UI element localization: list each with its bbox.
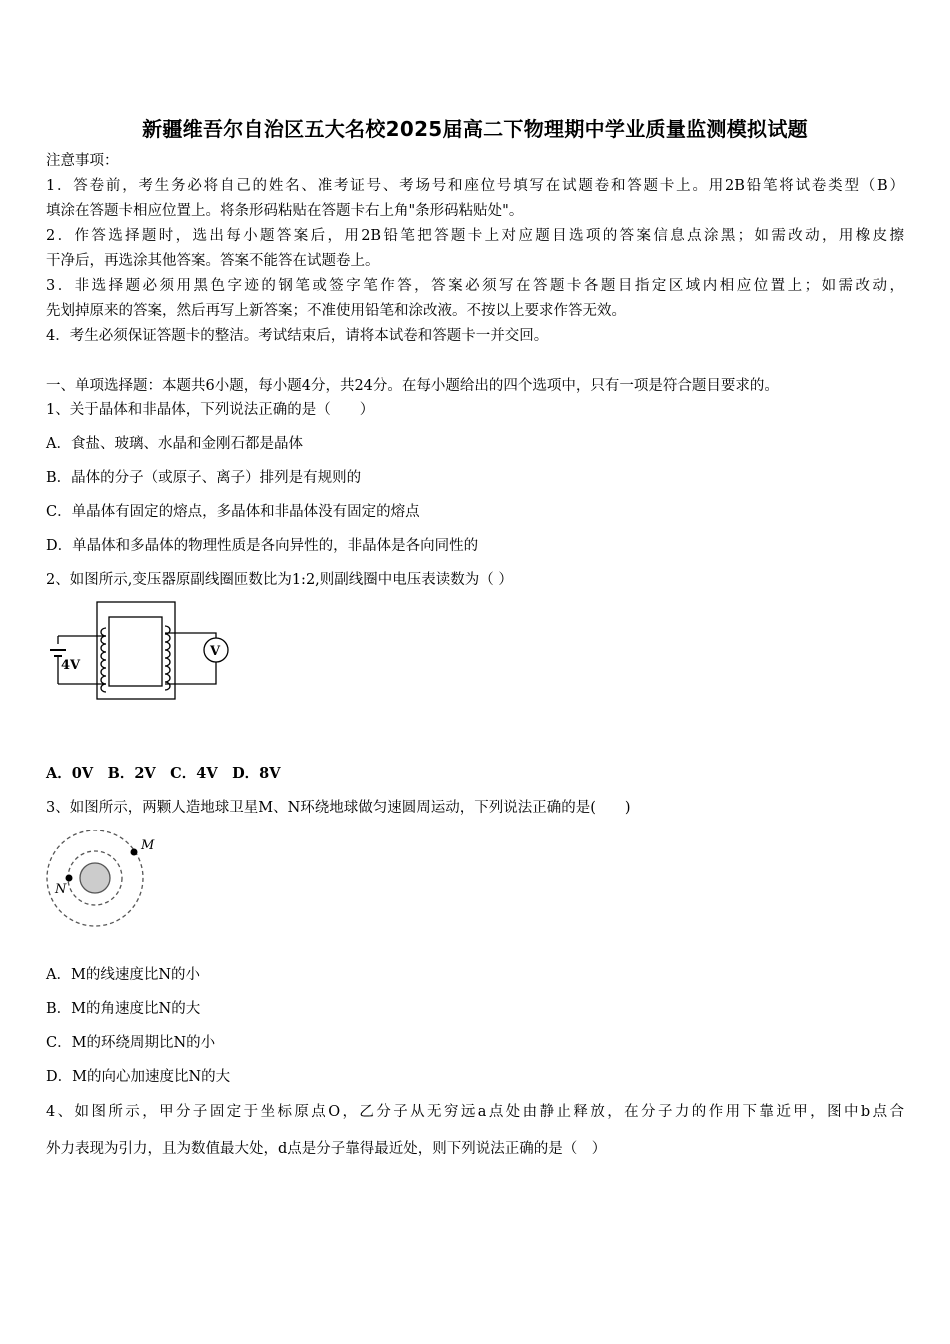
q4-stem-line-2: 外力表现为引力，且为数值最大处，d点是分子靠得最近处，则下列说法正确的是（ ） bbox=[46, 1141, 607, 1157]
page-title: 新疆维吾尔自治区五大名校2025届高二下物理期中学业质量监测模拟试题 bbox=[142, 117, 808, 141]
transformer-core-inner bbox=[109, 617, 162, 686]
section-heading: 一、单项选择题：本题共6小题，每小题4分，共24分。在每小题给出的四个选项中，只有一项是符合题目要求的。 bbox=[46, 378, 779, 394]
q1-option-b: B．晶体的分子（或原子、离子）排列是有规则的 bbox=[46, 470, 362, 486]
notice-heading: 注意事项： bbox=[46, 153, 119, 169]
notice-line-5: 3．非选择题必须用黑色字迹的钢笔或签字笔作答，答案必须写在答题卡各题目指定区域内相应位置上；如需改动， bbox=[46, 278, 904, 294]
satellite-m-dot bbox=[131, 849, 138, 856]
q1-stem: 1、关于晶体和非晶体，下列说法正确的是（ ） bbox=[46, 402, 375, 418]
q3-stem: 3、如图所示，两颗人造地球卫星M、N环绕地球做匀速圆周运动，下列说法正确的是( ) bbox=[46, 800, 631, 816]
q2-options: A．0V B．2V C．4V D．8V bbox=[46, 765, 281, 782]
q4-stem-line-1: 4、如图所示，甲分子固定于坐标原点O，乙分子从无穷远a点处由静止释放，在分子力的作用下靠近甲，图中b点合 bbox=[46, 1104, 904, 1120]
primary-coil bbox=[101, 628, 106, 692]
satellite-n-dot bbox=[66, 875, 73, 882]
notice-line-7: 4．考生必须保证答题卡的整洁。考试结束后，请将本试卷和答题卡一并交回。 bbox=[46, 328, 549, 344]
battery-icon bbox=[50, 650, 66, 656]
battery-label: 4V bbox=[61, 658, 81, 673]
notice-line-2: 填涂在答题卡相应位置上。将条形码粘贴在答题卡右上角"条形码粘贴处"。 bbox=[46, 203, 524, 219]
q3-option-a: A．M的线速度比N的小 bbox=[46, 967, 201, 983]
notice-line-3: 2．作答选择题时，选出每小题答案后，用2B铅笔把答题卡上对应题目选项的答案信息点涂黑；如需改动，用橡皮擦 bbox=[46, 228, 904, 244]
earth-icon bbox=[80, 863, 110, 893]
q2-stem: 2、如图所示,变压器原副线圈匝数比为1:2,则副线圈中电压表读数为（ ） bbox=[46, 572, 513, 588]
q1-option-c: C．单晶体有固定的熔点，多晶体和非晶体没有固定的熔点 bbox=[46, 504, 420, 520]
q1-option-d: D．单晶体和多晶体的物理性质是各向异性的，非晶体是各向同性的 bbox=[46, 538, 479, 554]
satellite-orbit-figure bbox=[44, 830, 160, 930]
q3-option-c: C．M的环绕周期比N的小 bbox=[46, 1035, 216, 1051]
satellite-n-label: N bbox=[55, 882, 67, 897]
transformer-figure bbox=[44, 600, 234, 702]
q3-option-b: B．M的角速度比N的大 bbox=[46, 1001, 201, 1017]
voltmeter-label: V bbox=[210, 644, 221, 659]
notice-line-1: 1．答卷前，考生务必将自己的姓名、准考证号、考场号和座位号填写在试题卷和答题卡上。用2B铅笔将试卷类型（B） bbox=[46, 178, 904, 194]
notice-line-4: 干净后，再选涂其他答案。答案不能答在试题卷上。 bbox=[46, 253, 380, 269]
satellite-m-label: M bbox=[141, 838, 155, 853]
q1-option-a: A．食盐、玻璃、水晶和金刚石都是晶体 bbox=[46, 436, 303, 452]
q3-option-d: D．M的向心加速度比N的大 bbox=[46, 1069, 231, 1085]
notice-line-6: 先划掉原来的答案，然后再写上新答案；不准使用铅笔和涂改液。不按以上要求作答无效。 bbox=[46, 303, 626, 319]
secondary-coil bbox=[165, 626, 170, 690]
